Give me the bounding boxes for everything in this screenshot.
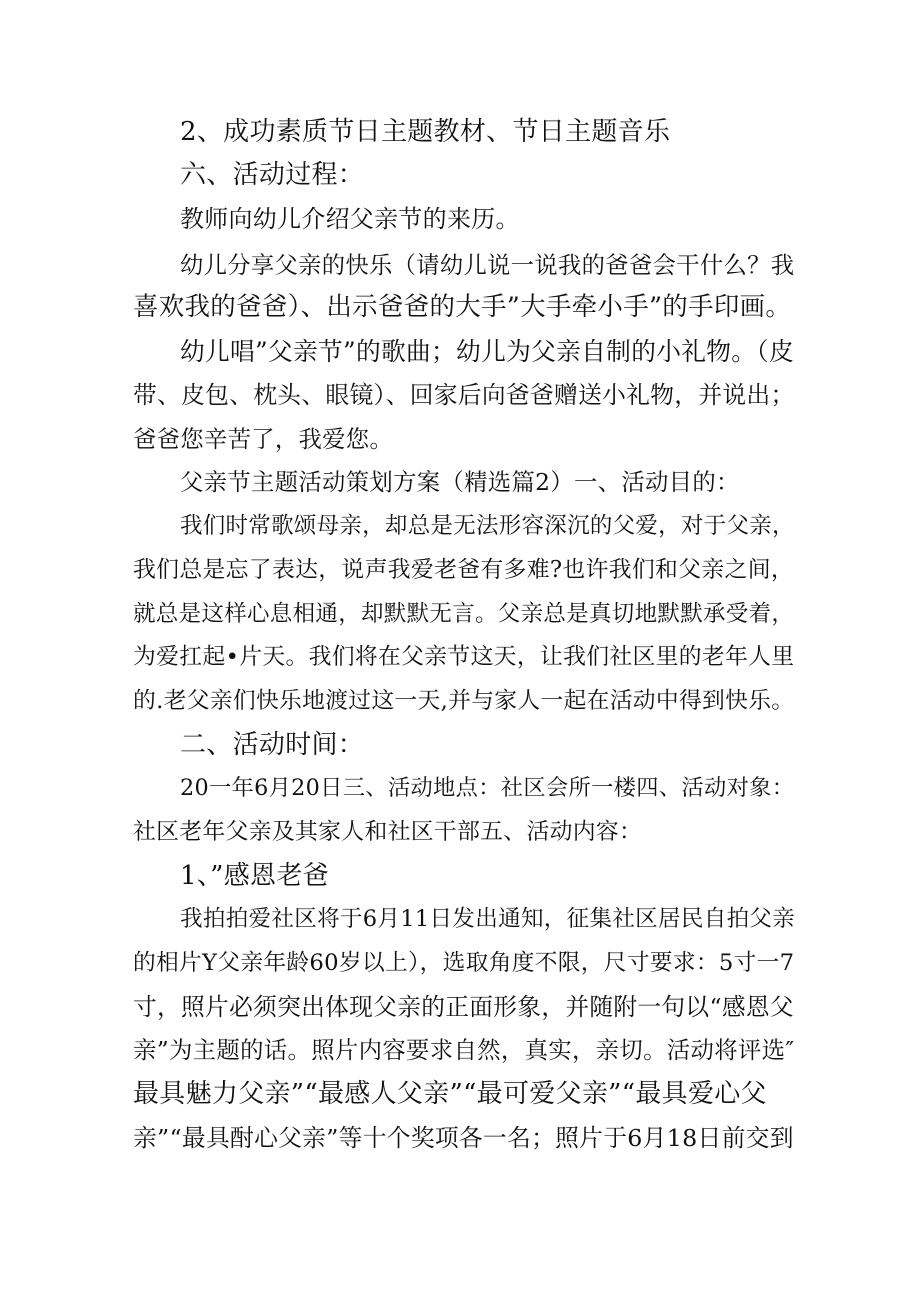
text-line: 社区老年父亲及其家人和社区干部五、活动内容： xyxy=(133,819,643,845)
text-line: 教师向幼儿介绍父亲节的来历。 xyxy=(180,205,520,233)
text-line: 20一年6月20日三、活动地点：社区会所一楼四、活动对象： xyxy=(180,775,795,801)
text-line: 喜欢我的爸爸）、出示爸爸的大手”大手牵小手”的手印画。 xyxy=(133,292,792,322)
text-line: 我们时常歌颂母亲，却总是无法形容深沉的父爱，对于父亲， xyxy=(180,513,795,539)
text-line: 带、皮包、枕头、眼镜）、回家后向爸爸赠送小礼物，并说出； xyxy=(133,381,795,409)
text-line: 的.老父亲们快乐地渡过这一天,并与家人一起在活动中得到快乐。 xyxy=(133,688,795,714)
text-line: 最具魅力父亲”“最感人父亲”“最可爱父亲”“最具爱心父 xyxy=(133,1079,767,1109)
text-line: 亲”为主题的话。照片内容要求自然，真实，亲切。活动将评选″ xyxy=(133,1036,795,1064)
text-line: 为爱扛起•片天。我们将在父亲节这天，让我们社区里的老年人里 xyxy=(133,644,795,670)
text-line: 的相片Y父亲年龄60岁以上），选取角度不限，尺寸要求：5寸一7 xyxy=(133,950,795,976)
text-line: 我拍拍爱社区将于6月11日发出通知，征集社区居民自拍父亲 xyxy=(180,906,796,932)
text-line: 我们总是忘了表达，说声我爱老爸有多难?也许我们和父亲之间， xyxy=(133,557,795,583)
text-line: 就总是这样心息相通，却默默无言。父亲总是真切地默默承受着， xyxy=(133,601,795,627)
text-line: 六、活动过程： xyxy=(180,160,365,190)
text-line: 寸，照片必须突出体现父亲的正面形象，并随附一句以“感恩父 xyxy=(133,993,794,1021)
text-line: 二、活动时间： xyxy=(180,730,365,760)
text-line: 1、”感恩老爸 xyxy=(180,861,329,891)
text-line: 幼儿唱”父亲节”的歌曲；幼儿为父亲自制的小礼物。（皮 xyxy=(180,337,794,366)
text-line: 亲”“最具酎心父亲”等十个奖项各一名；照片于6月18日前交到 xyxy=(133,1124,794,1152)
text-line: 幼儿分享父亲的快乐（请幼儿说一说我的爸爸会干什么？我 xyxy=(180,251,795,279)
text-line: 2、成功素质节日主题教材、节日主题音乐 xyxy=(180,117,671,147)
text-line: 父亲节主题活动策划方案（精选篇2）一、活动目的： xyxy=(180,468,740,496)
text-line: 爸爸您辛苦了，我爱您。 xyxy=(133,425,394,453)
